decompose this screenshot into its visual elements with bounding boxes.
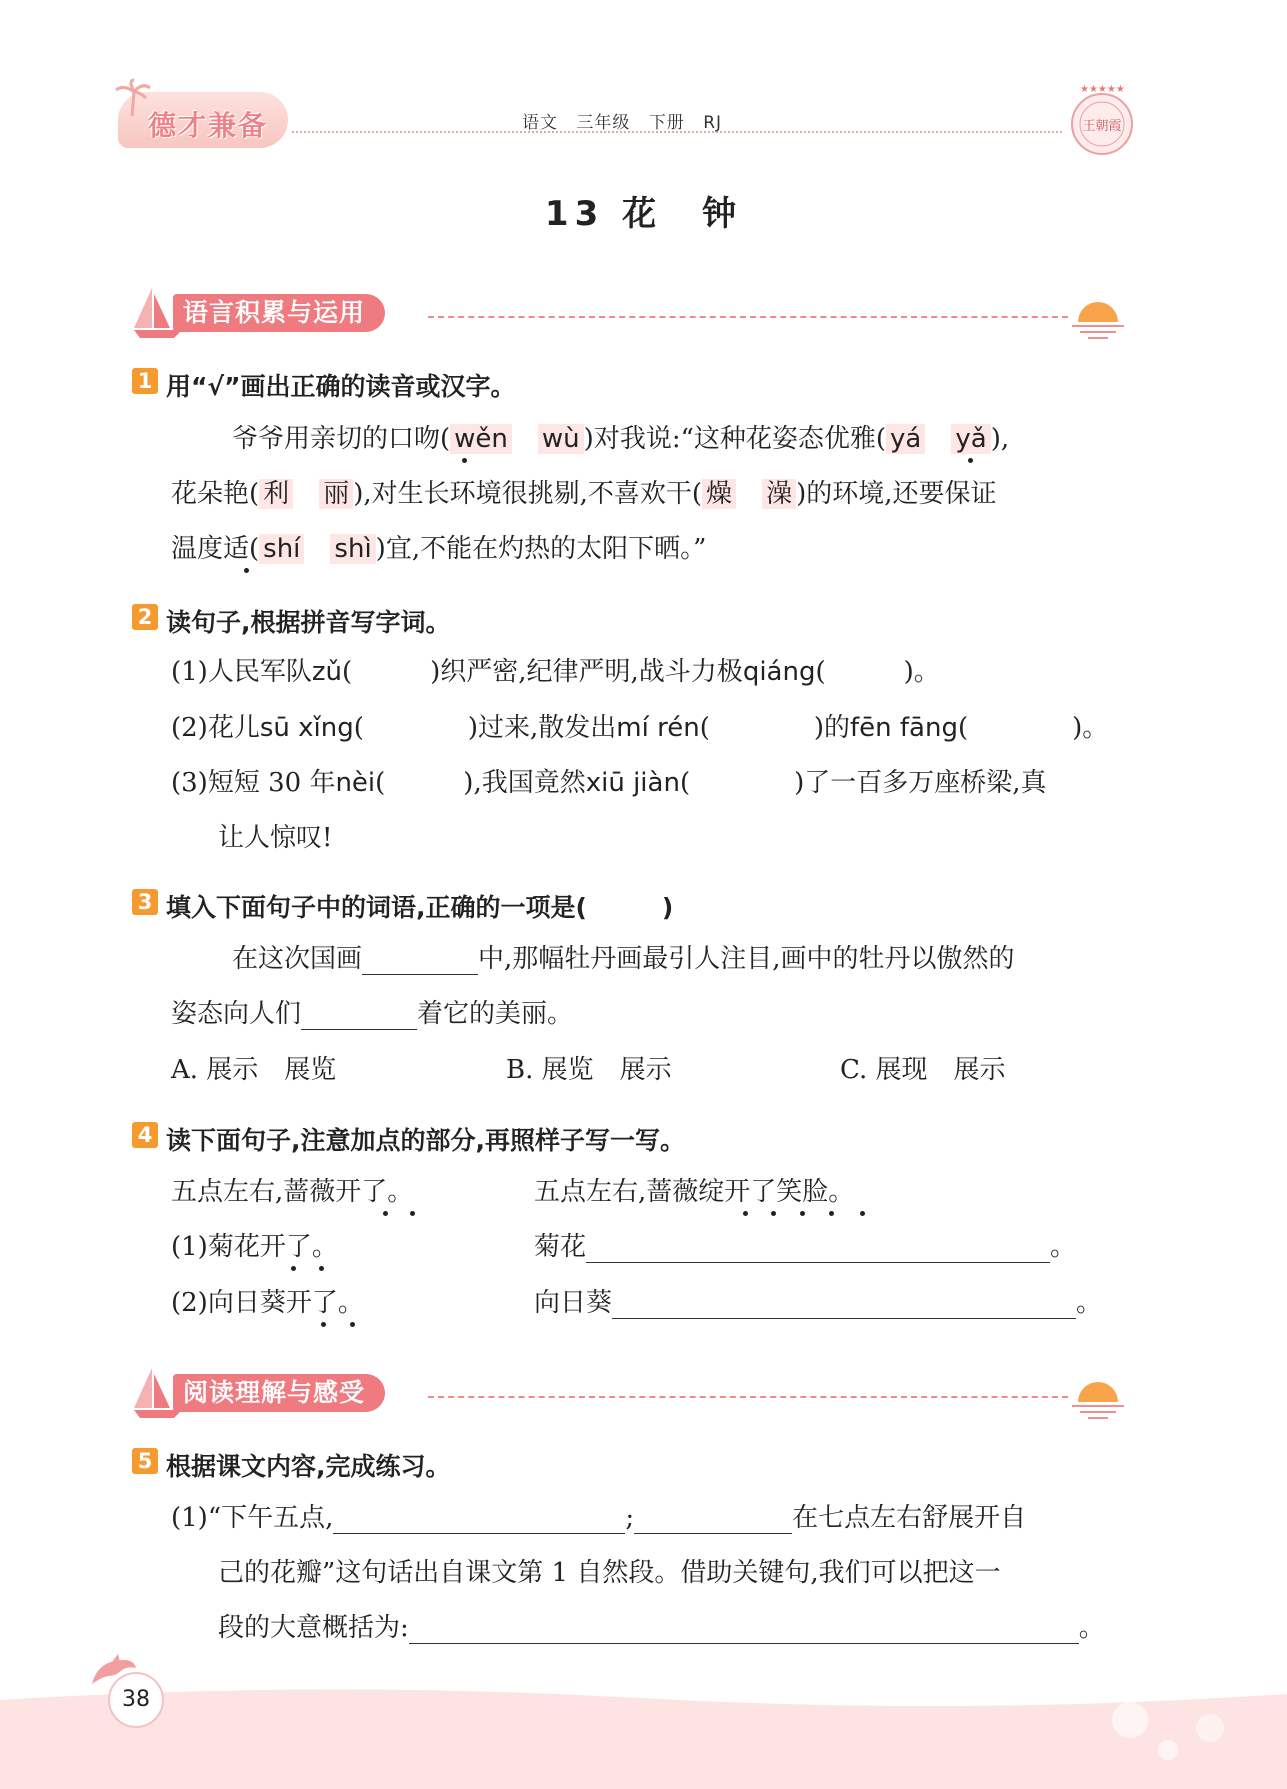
- answer-blank[interactable]: ( )织严密,纪律严明,战斗力极: [341, 657, 743, 687]
- character-option[interactable]: 澡: [762, 479, 796, 509]
- section-title: 阅读理解与感受: [173, 1374, 385, 1412]
- author-seal-icon: [1066, 80, 1138, 160]
- emphasis-dot: [350, 1322, 355, 1327]
- emphasis-dot: [771, 1211, 776, 1216]
- fill-blank[interactable]: [301, 999, 417, 1030]
- page-number: 38: [108, 1672, 164, 1728]
- emphasis-dot: [743, 1211, 748, 1216]
- section-banner-reading: [128, 1362, 1128, 1422]
- q2-sentence-3: (3)短短 30 年nèi( ),我国竟然xiū jiàn( )了一百多万座桥梁,真: [171, 768, 1047, 798]
- question-3-heading: [132, 888, 674, 922]
- question-title: 读句子,根据拼音写字词。: [166, 608, 451, 637]
- palm-tree-icon: [112, 78, 152, 118]
- q5-line-1: (1)“下午五点, ; 在七点左右舒展开自: [171, 1503, 1027, 1533]
- character-option[interactable]: 燥: [702, 479, 736, 509]
- q3-line-1: 在这次国画 中,那幅牡丹画最引人注目,画中的牡丹以傲然的: [232, 944, 1015, 974]
- answer-blank[interactable]: ( )了一百多万座桥梁,真: [679, 768, 1047, 798]
- emphasis-dot: [410, 1211, 415, 1216]
- q5-line-3: 段的大意概括为: 。: [218, 1613, 1105, 1643]
- sunset-icon: [1070, 1372, 1126, 1422]
- question-title: 读下面句子,注意加点的部分,再照样子写一写。: [166, 1126, 685, 1155]
- emphasis-dot: [291, 1266, 296, 1271]
- pinyin-option[interactable]: yá: [886, 424, 925, 454]
- emphasis-dot: [860, 1211, 865, 1216]
- question-number: 5: [132, 1448, 158, 1474]
- svg-text:王朝霞: 王朝霞: [1082, 119, 1122, 134]
- answer-line[interactable]: [409, 1613, 1079, 1644]
- practice-sentence-2: (2)向日葵开了。: [171, 1288, 364, 1318]
- pinyin-option[interactable]: shí: [259, 534, 304, 564]
- emphasis-dot: [800, 1211, 805, 1216]
- option-b[interactable]: B. 展览 展示: [506, 1055, 672, 1085]
- question-number: 2: [132, 604, 158, 630]
- pinyin-option[interactable]: wù: [538, 424, 584, 454]
- footer-wave-decoration: [0, 1680, 1287, 1789]
- svg-text:★★★★★: ★★★★★: [1080, 84, 1125, 95]
- emphasis-dot: [829, 1211, 834, 1216]
- question-title: 用“√”画出正确的读音或汉字。: [166, 372, 516, 401]
- emphasis-dot: [319, 1266, 324, 1271]
- question-2-heading: [132, 603, 451, 637]
- q3-line-2: 姿态向人们 着它的美丽。: [171, 999, 574, 1029]
- question-4-heading: [132, 1121, 685, 1155]
- pinyin-option[interactable]: shì: [330, 534, 375, 564]
- emphasis-dot: [321, 1322, 326, 1327]
- sunset-icon: [1070, 292, 1126, 342]
- q2-sentence-3-cont: 让人惊叹!: [218, 823, 333, 853]
- dolphin-icon: [88, 1654, 138, 1694]
- character-option[interactable]: 丽: [319, 479, 353, 509]
- character-option[interactable]: 利: [259, 479, 293, 509]
- example-answer: 五点左右,蔷薇绽开了笑脸。: [534, 1177, 855, 1207]
- question-5-heading: [132, 1447, 451, 1481]
- answer-blank[interactable]: ( )的: [699, 713, 851, 743]
- question-1-heading: [132, 367, 516, 401]
- option-c[interactable]: C. 展现 展示: [840, 1055, 1006, 1085]
- question-number: 1: [132, 368, 158, 394]
- q2-sentence-2: (2)花儿sū xǐng( )过来,散发出mí rén( )的fēn fāng( )。: [171, 713, 1109, 743]
- question-number: 3: [132, 889, 158, 915]
- example-sentence: 五点左右,蔷薇开了。: [171, 1177, 414, 1207]
- q1-line-1: 爷爷用亲切的口吻( wěn wù )对我说:“这种花姿态优雅( yá yǎ ),: [232, 424, 1010, 454]
- answer-blank[interactable]: ( )。: [957, 713, 1109, 743]
- pinyin-option[interactable]: wěn: [450, 424, 512, 454]
- answer-line[interactable]: [634, 1503, 792, 1534]
- q1-line-3: 温度适( shí shì )宜,不能在灼热的太阳下晒。”: [171, 534, 707, 564]
- option-a[interactable]: A. 展示 展览: [171, 1055, 337, 1085]
- pinyin-option[interactable]: yǎ: [951, 424, 990, 454]
- q5-line-2: 己的花瓣”这句话出自课文第 1 自然段。借助关键句,我们可以把这一: [218, 1558, 1001, 1588]
- section-dashed-line: [428, 1396, 1068, 1398]
- emphasis-dot: [462, 458, 467, 463]
- emphasis-dot: [244, 568, 249, 573]
- section-dashed-line: [428, 316, 1068, 318]
- section-banner-language: [128, 282, 1128, 342]
- answer-line[interactable]: [612, 1288, 1076, 1319]
- question-title: 填入下面句子中的词语,正确的一项是( ): [166, 893, 674, 922]
- fill-blank[interactable]: [362, 944, 478, 975]
- q1-line-2: 花朵艳( 利 丽 ),对生长环境很挑剔,不喜欢干( 燥 澡 )的环境,还要保证: [171, 479, 997, 509]
- answer-line[interactable]: [586, 1232, 1050, 1263]
- section-title: 语言积累与运用: [173, 294, 385, 332]
- practice-sentence-1: (1)菊花开了。: [171, 1232, 338, 1262]
- answer-line[interactable]: [333, 1503, 625, 1534]
- brand-logo: 德才兼备: [148, 109, 269, 142]
- lesson-title: 13 花 钟: [544, 194, 743, 234]
- practice-answer-2: 向日葵 。: [534, 1288, 1103, 1318]
- emphasis-dot: [968, 458, 973, 463]
- q2-sentence-1: (1)人民军队zǔ( )织严密,纪律严明,战斗力极qiáng( )。: [171, 657, 940, 687]
- answer-blank[interactable]: ( ),我国竟然: [375, 768, 586, 798]
- book-info: 语文 三年级 下册 RJ: [522, 113, 723, 133]
- emphasis-dot: [383, 1211, 388, 1216]
- question-number: 4: [132, 1122, 158, 1148]
- question-title: 根据课文内容,完成练习。: [166, 1452, 451, 1481]
- practice-answer-1: 菊花 。: [534, 1232, 1077, 1262]
- answer-blank[interactable]: ( )。: [815, 657, 940, 687]
- answer-blank[interactable]: ( )过来,散发出: [353, 713, 617, 743]
